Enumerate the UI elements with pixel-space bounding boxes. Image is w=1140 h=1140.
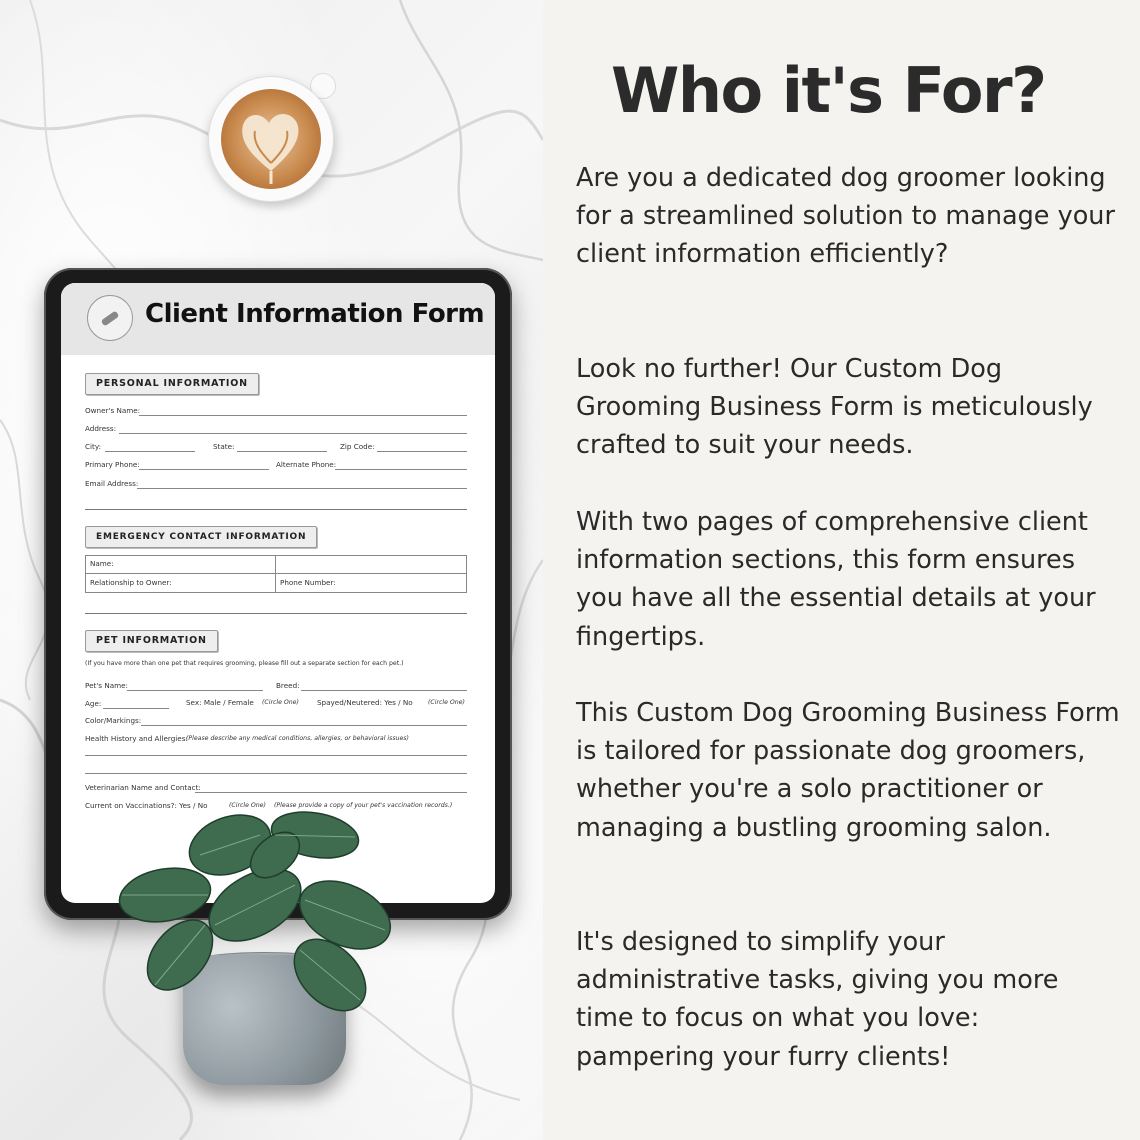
bone-icon <box>101 310 120 326</box>
vaccinations-label: Current on Vaccinations?: Yes / No <box>85 801 208 810</box>
paragraph-tailored: This Custom Dog Grooming Business Form is tailored for passionate dog groomers, whether you're a solo practitioner or managing a bustling grooming salon. <box>576 698 1120 843</box>
pet-name-field[interactable] <box>127 690 263 691</box>
vaccination-note: (Please provide a copy of your pet's vaccination records.) <box>274 802 453 809</box>
alternate-phone-field[interactable] <box>335 469 467 470</box>
zip-field[interactable] <box>377 451 467 452</box>
state-label: State: <box>213 442 235 451</box>
plant-leaves-icon <box>110 800 410 1020</box>
latte-heart-icon <box>221 89 321 189</box>
marble-background <box>0 0 543 1140</box>
relationship-label: Relationship to Owner: <box>90 578 172 587</box>
owner-name-label: Owner's Name: <box>85 406 141 415</box>
pet-name-label: Pet's Name: <box>85 681 128 690</box>
paragraph-two-pages: With two pages of comprehensive client information sections, this form ensures you have all the essential details at your fingertips. <box>576 507 1096 652</box>
table-row-divider <box>85 573 467 574</box>
emergency-phone-label: Phone Number: <box>280 578 336 587</box>
breed-field[interactable] <box>301 690 467 691</box>
health-field-line[interactable] <box>85 773 467 774</box>
coffee-cup <box>208 76 334 202</box>
circle-one-note: (Circle One) <box>262 699 299 706</box>
health-note: (Please describe any medical conditions, allergies, or behavioral issues) <box>186 735 409 742</box>
circle-one-note: (Circle One) <box>229 802 266 809</box>
circle-one-note: (Circle One) <box>428 699 465 706</box>
paragraph-intro: Are you a dedicated dog groomer looking for a streamlined solution to manage your client information efficiently? <box>576 163 1115 270</box>
city-label: City: <box>85 442 101 451</box>
email-label: Email Address: <box>85 479 139 488</box>
state-field[interactable] <box>237 451 327 452</box>
health-label: Health History and Allergies: <box>85 734 188 743</box>
spayed-label: Spayed/Neutered: Yes / No <box>317 698 413 707</box>
sex-label: Sex: Male / Female <box>186 698 254 707</box>
email-field[interactable] <box>137 488 467 489</box>
pet-note: (If you have more than one pet that requires grooming, please fill out a separate section for each pet.) <box>85 660 404 667</box>
section-divider <box>85 613 467 614</box>
form-title: Client Information Form <box>145 299 485 329</box>
color-markings-label: Color/Markings: <box>85 716 142 725</box>
primary-phone-field[interactable] <box>139 469 269 470</box>
health-field-line[interactable] <box>85 755 467 756</box>
emergency-name-label: Name: <box>90 559 114 568</box>
age-field[interactable] <box>103 708 169 709</box>
personal-info-tag: PERSONAL INFORMATION <box>85 373 259 395</box>
latte-art <box>221 89 321 189</box>
color-markings-field[interactable] <box>141 725 467 726</box>
paragraph-look-no-further: Look no further! Our Custom Dog Grooming Business Form is meticulously crafted to suit your needs. <box>576 354 1093 461</box>
pet-info-tag: PET INFORMATION <box>85 630 218 652</box>
age-label: Age: <box>85 699 102 708</box>
emergency-contact-table <box>85 555 467 593</box>
text-panel <box>543 0 1140 1140</box>
city-field[interactable] <box>105 451 195 452</box>
table-column-divider <box>275 555 276 593</box>
logo-placeholder <box>87 295 133 341</box>
address-field[interactable] <box>119 433 467 434</box>
owner-name-field[interactable] <box>139 415 467 416</box>
page-heading: Who it's For? <box>611 54 1046 127</box>
vet-field[interactable] <box>195 792 467 793</box>
alternate-phone-label: Alternate Phone: <box>276 460 337 469</box>
section-divider <box>85 509 467 510</box>
primary-phone-label: Primary Phone: <box>85 460 140 469</box>
vet-label: Veterinarian Name and Contact: <box>85 783 201 792</box>
form-header <box>61 283 495 355</box>
breed-label: Breed: <box>276 681 300 690</box>
paragraph-simplify: It's designed to simplify your administrative tasks, giving you more time to focus on what you love: pampering your furry clients! <box>576 927 1059 1072</box>
zip-label: Zip Code: <box>340 442 375 451</box>
address-label: Address: <box>85 424 117 433</box>
emergency-contact-tag: EMERGENCY CONTACT INFORMATION <box>85 526 317 548</box>
